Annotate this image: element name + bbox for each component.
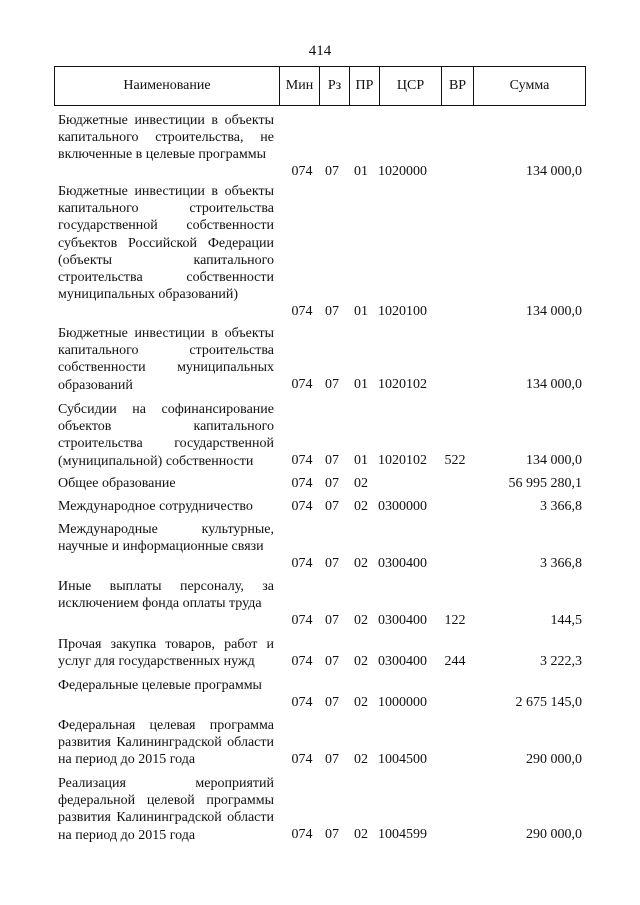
row-rz: 07 [325,304,339,319]
row-csr: 1004500 [378,752,427,767]
row-sum: 144,5 [550,613,582,628]
row-pr: 02 [354,499,368,514]
row-pr: 02 [354,556,368,571]
row-min: 074 [291,827,313,842]
row-pr: 02 [354,695,368,710]
row-rz: 07 [325,613,339,628]
row-rz: 07 [325,752,339,767]
row-vr: 244 [444,654,466,669]
row-pr: 01 [354,304,368,319]
row-csr: 1004599 [378,827,427,842]
row-rz: 07 [325,654,339,669]
row-pr: 02 [354,613,368,628]
row-name: Субсидии на софинансирование объектов капитального строительства государственной (муниципальной) собственности [58,402,274,469]
row-sum: 2 675 145,0 [515,695,582,710]
row-sum: 134 000,0 [526,377,582,392]
row-csr: 1000000 [378,695,427,710]
row-csr: 1020000 [378,164,427,179]
row-pr: 02 [354,827,368,842]
row-sum: 3 366,8 [540,556,582,571]
row-name: Международные культурные, научные и информационные связи [58,522,274,555]
row-pr: 02 [354,476,368,491]
row-csr: 0300400 [378,654,427,669]
column-header-sum: Сумма [473,67,585,105]
row-min: 074 [291,654,313,669]
row-csr: 0300000 [378,499,427,514]
row-rz: 07 [325,556,339,571]
row-sum: 134 000,0 [526,453,582,468]
column-header-csr: ЦСР [379,67,441,105]
row-rz: 07 [325,476,339,491]
row-rz: 07 [325,377,339,392]
row-name: Бюджетные инвестиции в объекты капитального строительства государственной собственности субъектов Российской Федерации (объекты капитального строительства собственности муниципальных образований) [58,184,274,303]
row-min: 074 [291,304,313,319]
column-header-rz: Рз [319,67,349,105]
row-min: 074 [291,476,313,491]
row-rz: 07 [325,695,339,710]
row-csr: 1020102 [378,453,427,468]
row-csr: 0300400 [378,613,427,628]
row-name: Реализация мероприятий федеральной целевой программы развития Калининградской области на период до 2015 года [58,776,274,843]
row-name: Бюджетные инвестиции в объекты капитального строительства, не включенные в целевые программы [58,113,274,163]
row-rz: 07 [325,164,339,179]
row-min: 074 [291,499,313,514]
row-sum: 3 366,8 [540,499,582,514]
row-csr: 1020102 [378,377,427,392]
row-rz: 07 [325,499,339,514]
column-header-pr: ПР [349,67,379,105]
row-min: 074 [291,377,313,392]
row-sum: 290 000,0 [526,827,582,842]
row-min: 074 [291,556,313,571]
row-sum: 134 000,0 [526,304,582,319]
row-sum: 290 000,0 [526,752,582,767]
row-sum: 3 222,3 [540,654,582,669]
page-number: 414 [308,43,332,59]
row-name: Общее образование [58,476,176,491]
row-pr: 01 [354,164,368,179]
row-name: Международное сотрудничество [58,499,253,514]
row-min: 074 [291,613,313,628]
row-vr: 122 [444,613,466,628]
row-name: Прочая закупка товаров, работ и услуг для государственных нужд [58,637,274,670]
row-min: 074 [291,453,313,468]
row-min: 074 [291,752,313,767]
row-pr: 02 [354,752,368,767]
table-header [54,66,586,106]
row-rz: 07 [325,453,339,468]
row-name: Федеральная целевая программа развития Калининградской области на период до 2015 года [58,718,274,768]
row-pr: 01 [354,377,368,392]
row-min: 074 [291,695,313,710]
row-csr: 0300400 [378,556,427,571]
row-pr: 02 [354,654,368,669]
row-csr: 1020100 [378,304,427,319]
column-header-vr: ВР [441,67,473,105]
row-name: Иные выплаты персоналу, за исключением фонда оплаты труда [58,579,274,612]
row-sum: 134 000,0 [526,164,582,179]
column-header-name: Наименование [123,78,211,93]
row-name: Федеральные целевые программы [58,678,262,693]
row-rz: 07 [325,827,339,842]
row-pr: 01 [354,453,368,468]
row-name: Бюджетные инвестиции в объекты капитального строительства собственности муниципальных образований [58,326,274,393]
row-min: 074 [291,164,313,179]
column-header-min: Мин [279,67,319,105]
row-vr: 522 [444,453,466,468]
row-sum: 56 995 280,1 [508,476,582,491]
